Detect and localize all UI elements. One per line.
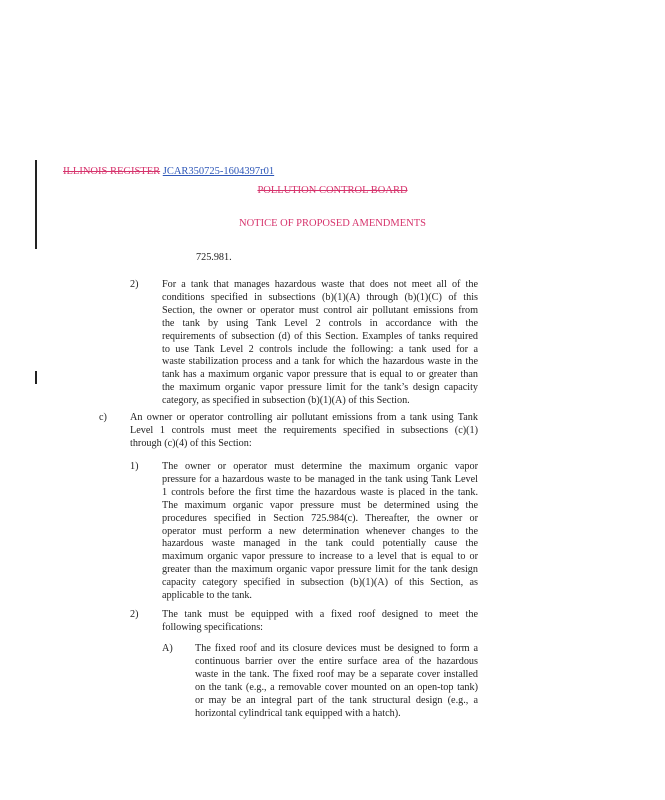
paragraph-c2 <box>162 609 478 635</box>
paragraph-line: hazardous waste managed in the tank could potentially cause the <box>162 538 478 550</box>
paragraph-label-c2: 2) <box>130 609 139 620</box>
change-bar-top <box>35 160 37 249</box>
paragraph-line: tank has a maximum organic vapor pressure that is equal to or greater than <box>162 369 478 381</box>
notice-title: NOTICE OF PROPOSED AMENDMENTS <box>239 218 426 229</box>
board-struck-text: POLLUTION CONTROL BOARD <box>257 185 408 196</box>
paragraph-label-c2a: A) <box>162 643 173 654</box>
paragraph-line: continuous barrier over the entire surface area of the hazardous <box>195 655 478 667</box>
paragraph-line: Section, the owner or operator must control air pollutant emissions from <box>162 304 478 316</box>
board-header <box>0 185 665 198</box>
register-inserted-text: JCAR350725-1604397r01 <box>162 166 275 177</box>
paragraph-line: For a tank that manages hazardous waste that does not meet all of the <box>162 279 478 290</box>
paragraph-line: conditions specified in subsections (b)(1)(A) through (b)(1)(C) of this <box>162 291 478 303</box>
paragraph-line: following specifications: <box>162 621 264 633</box>
paragraph-label-c1: 1) <box>130 461 139 472</box>
paragraph-line: 1 controls before the first time the hazardous waste is placed in the tank. <box>162 486 478 498</box>
paragraph-line: category, as specified in subsection (b)(1)(A) of this Section. <box>162 395 410 407</box>
paragraph-c <box>130 412 478 451</box>
paragraph-line: The owner or operator must determine the maximum organic vapor <box>162 461 478 472</box>
register-struck-text: ILLINOIS REGISTER <box>63 166 161 177</box>
paragraph-line: applicable to the tank. <box>162 590 252 602</box>
paragraph-line: or may be an integral part of the tank structural design (e.g., a <box>195 694 478 706</box>
change-bar-middle <box>35 371 37 384</box>
paragraph-b2 <box>162 279 478 408</box>
paragraph-line: capacity category specified in subsection (b)(1)(A) of this Section, as <box>162 577 478 589</box>
paragraph-line: to use Tank Level 2 controls include the following: a tank used for a <box>162 343 478 355</box>
paragraph-line: Level 1 controls must meet the requirements specified in subsections (c)(1) <box>130 424 478 436</box>
paragraph-line: waste in the tank. The fixed roof may be a separate cover installed <box>195 668 478 680</box>
paragraph-c1 <box>162 461 478 603</box>
paragraph-line: greater than the maximum organic vapor pressure limit for the tank design <box>162 564 478 576</box>
paragraph-line: The maximum organic vapor pressure must be determined using the <box>162 499 478 511</box>
paragraph-line: on the tank (e.g., a removable cover mounted on an open-top tank) <box>195 681 478 693</box>
paragraph-label-c: c) <box>99 412 107 423</box>
paragraph-line: The fixed roof and its closure devices must be designed to form a <box>195 643 478 654</box>
paragraph-line: through (c)(4) of this Section: <box>130 437 252 449</box>
continuation-text: 725.981. <box>196 252 232 263</box>
paragraph-line: the maximum organic vapor pressure limit for the tank’s design capacity <box>162 382 478 394</box>
paragraph-line: maximum organic vapor pressure to increase to a level that is equal to or <box>162 551 478 563</box>
paragraph-line: waste stabilization process and a tank for which the hazardous waste in the <box>162 356 478 368</box>
paragraph-line: The tank must be equipped with a fixed roof designed to meet the <box>162 609 478 620</box>
paragraph-line: horizontal cylindrical tank equipped with a hatch). <box>195 707 401 719</box>
paragraph-line: procedures specified in Section 725.984(c). Thereafter, the owner or <box>162 512 478 524</box>
paragraph-line: the tank by using Tank Level 2 controls in accordance with the <box>162 317 478 329</box>
paragraph-line: requirements of subsection (d) of this Section. Examples of tanks required <box>162 330 478 342</box>
paragraph-line: pressure for a hazardous waste to be managed in the tank using Tank Level <box>162 473 478 485</box>
register-header <box>63 166 274 179</box>
paragraph-c2a <box>195 643 478 720</box>
paragraph-line: An owner or operator controlling air pollutant emissions from a tank using Tank <box>130 412 478 423</box>
paragraph-line: operator must perform a new determination whenever changes to the <box>162 525 478 537</box>
paragraph-label-b2: 2) <box>130 279 139 290</box>
